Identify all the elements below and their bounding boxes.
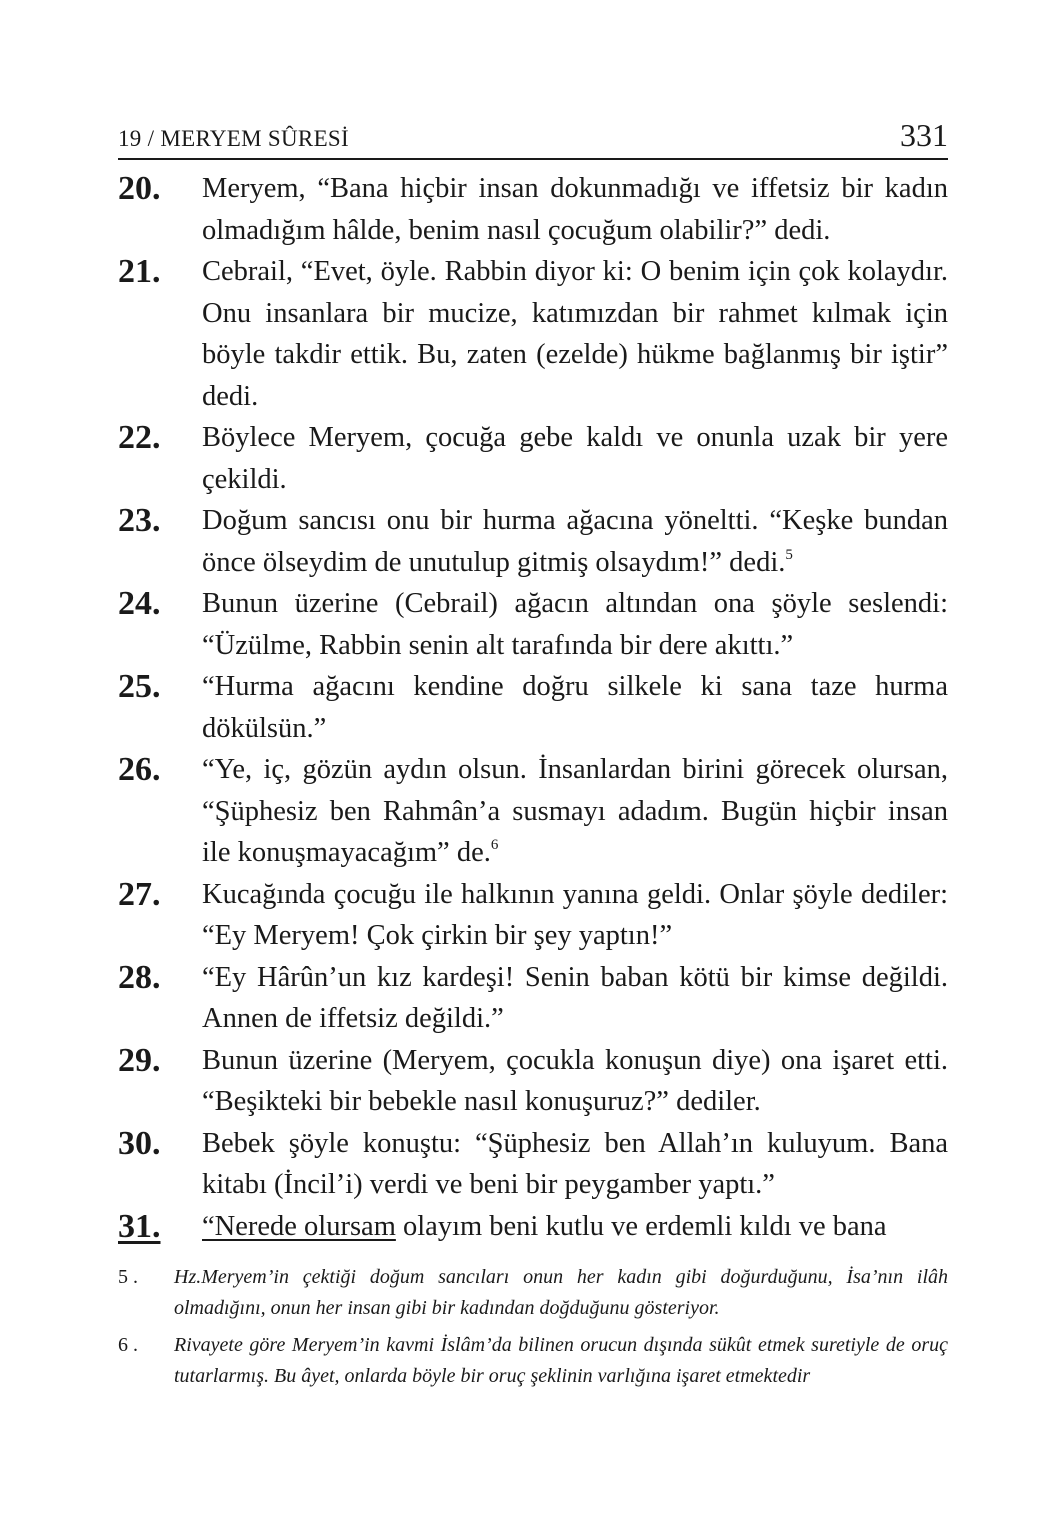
footnote-text: Hz.Meryem’in çektiği doğum sancıları onun her kadın gibi doğurduğunu, İsa’nın ilâh olmadığını, onun her insan gibi bir kadından doğduğunu gösteriyor. [174, 1266, 948, 1319]
verse-text: Bunun üzerine (Meryem, çocukla konuşun diye) ona işaret etti. “Beşikteki bir bebekle nasıl konuşuruz?” dediler. [202, 1044, 948, 1117]
verse-text: olayım beni kutlu ve erdemli kıldı ve bana [395, 1210, 887, 1242]
verse-number: 31. [118, 1207, 161, 1245]
verse-23 [118, 500, 948, 583]
verse-20 [118, 168, 948, 251]
verse-text: Cebrail, “Evet, öyle. Rabbin diyor ki: O benim için çok kolaydır. Onu insanlara bir mucize, katımızdan bir rahmet kılmak için böyle takdir ettik. Bu, zaten (ezelde) hükme bağlanmış bir iştir” dedi. [202, 256, 948, 412]
verse-number: 21. [118, 253, 161, 290]
verse-text: Bebek şöyle konuştu: “Şüphesiz ben Allah’ın kuluyum. Bana kitabı (İncil’i) verdi ve beni bir peygamber yaptı.” [202, 1127, 948, 1200]
running-head: 19 / MERYEM SÛRESİ [118, 126, 349, 151]
footnote-mark: 6 . [118, 1334, 138, 1356]
verse-number: 23. [118, 502, 161, 539]
verse-28 [118, 957, 948, 1040]
verse-list [118, 168, 948, 1247]
page-number: 331 [900, 117, 948, 153]
verse-text-underlined: “Nerede olursam [202, 1210, 396, 1242]
verse-number: 20. [118, 170, 161, 207]
verse-number: 22. [118, 419, 161, 456]
verse-24 [118, 583, 948, 666]
footnotes [118, 1262, 948, 1398]
footnote-5 [118, 1262, 948, 1324]
footnote-mark: 5 . [118, 1266, 138, 1288]
verse-number: 27. [118, 875, 161, 913]
verse-text: “Ye, iç, gözün aydın olsun. İnsanlardan birini görecek olursan, “Şüphesiz ben Rahmân’a susmayı adadım. Bugün hiçbir insan ile konuşmayacağım” de. [202, 754, 948, 868]
verse-number: 29. [118, 1041, 161, 1079]
verse-number: 24. [118, 585, 161, 622]
verse-text: Kucağında çocuğu ile halkının yanına geldi. Onlar şöyle dediler: “Ey Meryem! Çok çirkin bir şey yaptın!” [202, 878, 948, 951]
verse-text: Böylece Meryem, çocuğa gebe kaldı ve onunla uzak bir yere çekildi. [202, 422, 948, 495]
verse-22 [118, 417, 948, 500]
verse-number: 26. [118, 751, 161, 788]
verse-29 [118, 1040, 948, 1123]
footnote-6 [118, 1330, 948, 1392]
footnote-ref-5[interactable]: 5 [785, 546, 793, 563]
verse-25 [118, 666, 948, 749]
verse-text: “Ey Hârûn’un kız kardeşi! Senin baban kötü bir kimse değildi. Annen de iffetsiz değildi.” [202, 961, 948, 1034]
verse-number: 30. [118, 1124, 161, 1162]
verse-27 [118, 874, 948, 957]
verse-text: “Hurma ağacını kendine doğru silkele ki sana taze hurma dökülsün.” [202, 671, 948, 744]
verse-number: 25. [118, 668, 161, 705]
verse-number: 28. [118, 958, 161, 996]
verse-30 [118, 1123, 948, 1206]
footnote-ref-6[interactable]: 6 [490, 837, 499, 853]
verse-26 [118, 749, 948, 874]
verse-31 [118, 1206, 948, 1248]
verse-text: Doğum sancısı onu bir hurma ağacına yöneltti. “Keşke bundan önce ölseydim de unutulup gitmiş olsaydım!” dedi. [202, 505, 948, 578]
page-header [118, 114, 948, 160]
footnote-text: Rivayete göre Meryem’in kavmi İslâm’da bilinen orucun dışında sükût etmek suretiyle de oruç tutarlarmış. Bu âyet, onlarda böyle bir oruç şeklinin varlığına işaret etmektedir [174, 1334, 948, 1387]
verse-text: Meryem, “Bana hiçbir insan dokunmadığı ve iffetsiz bir kadın olmadığım hâlde, benim nasıl çocuğum olabilir?” dedi. [202, 173, 948, 246]
verse-21 [118, 251, 948, 417]
verse-text: Bunun üzerine (Cebrail) ağacın altından ona şöyle seslendi: “Üzülme, Rabbin senin alt tarafında bir dere akıttı.” [202, 588, 948, 661]
